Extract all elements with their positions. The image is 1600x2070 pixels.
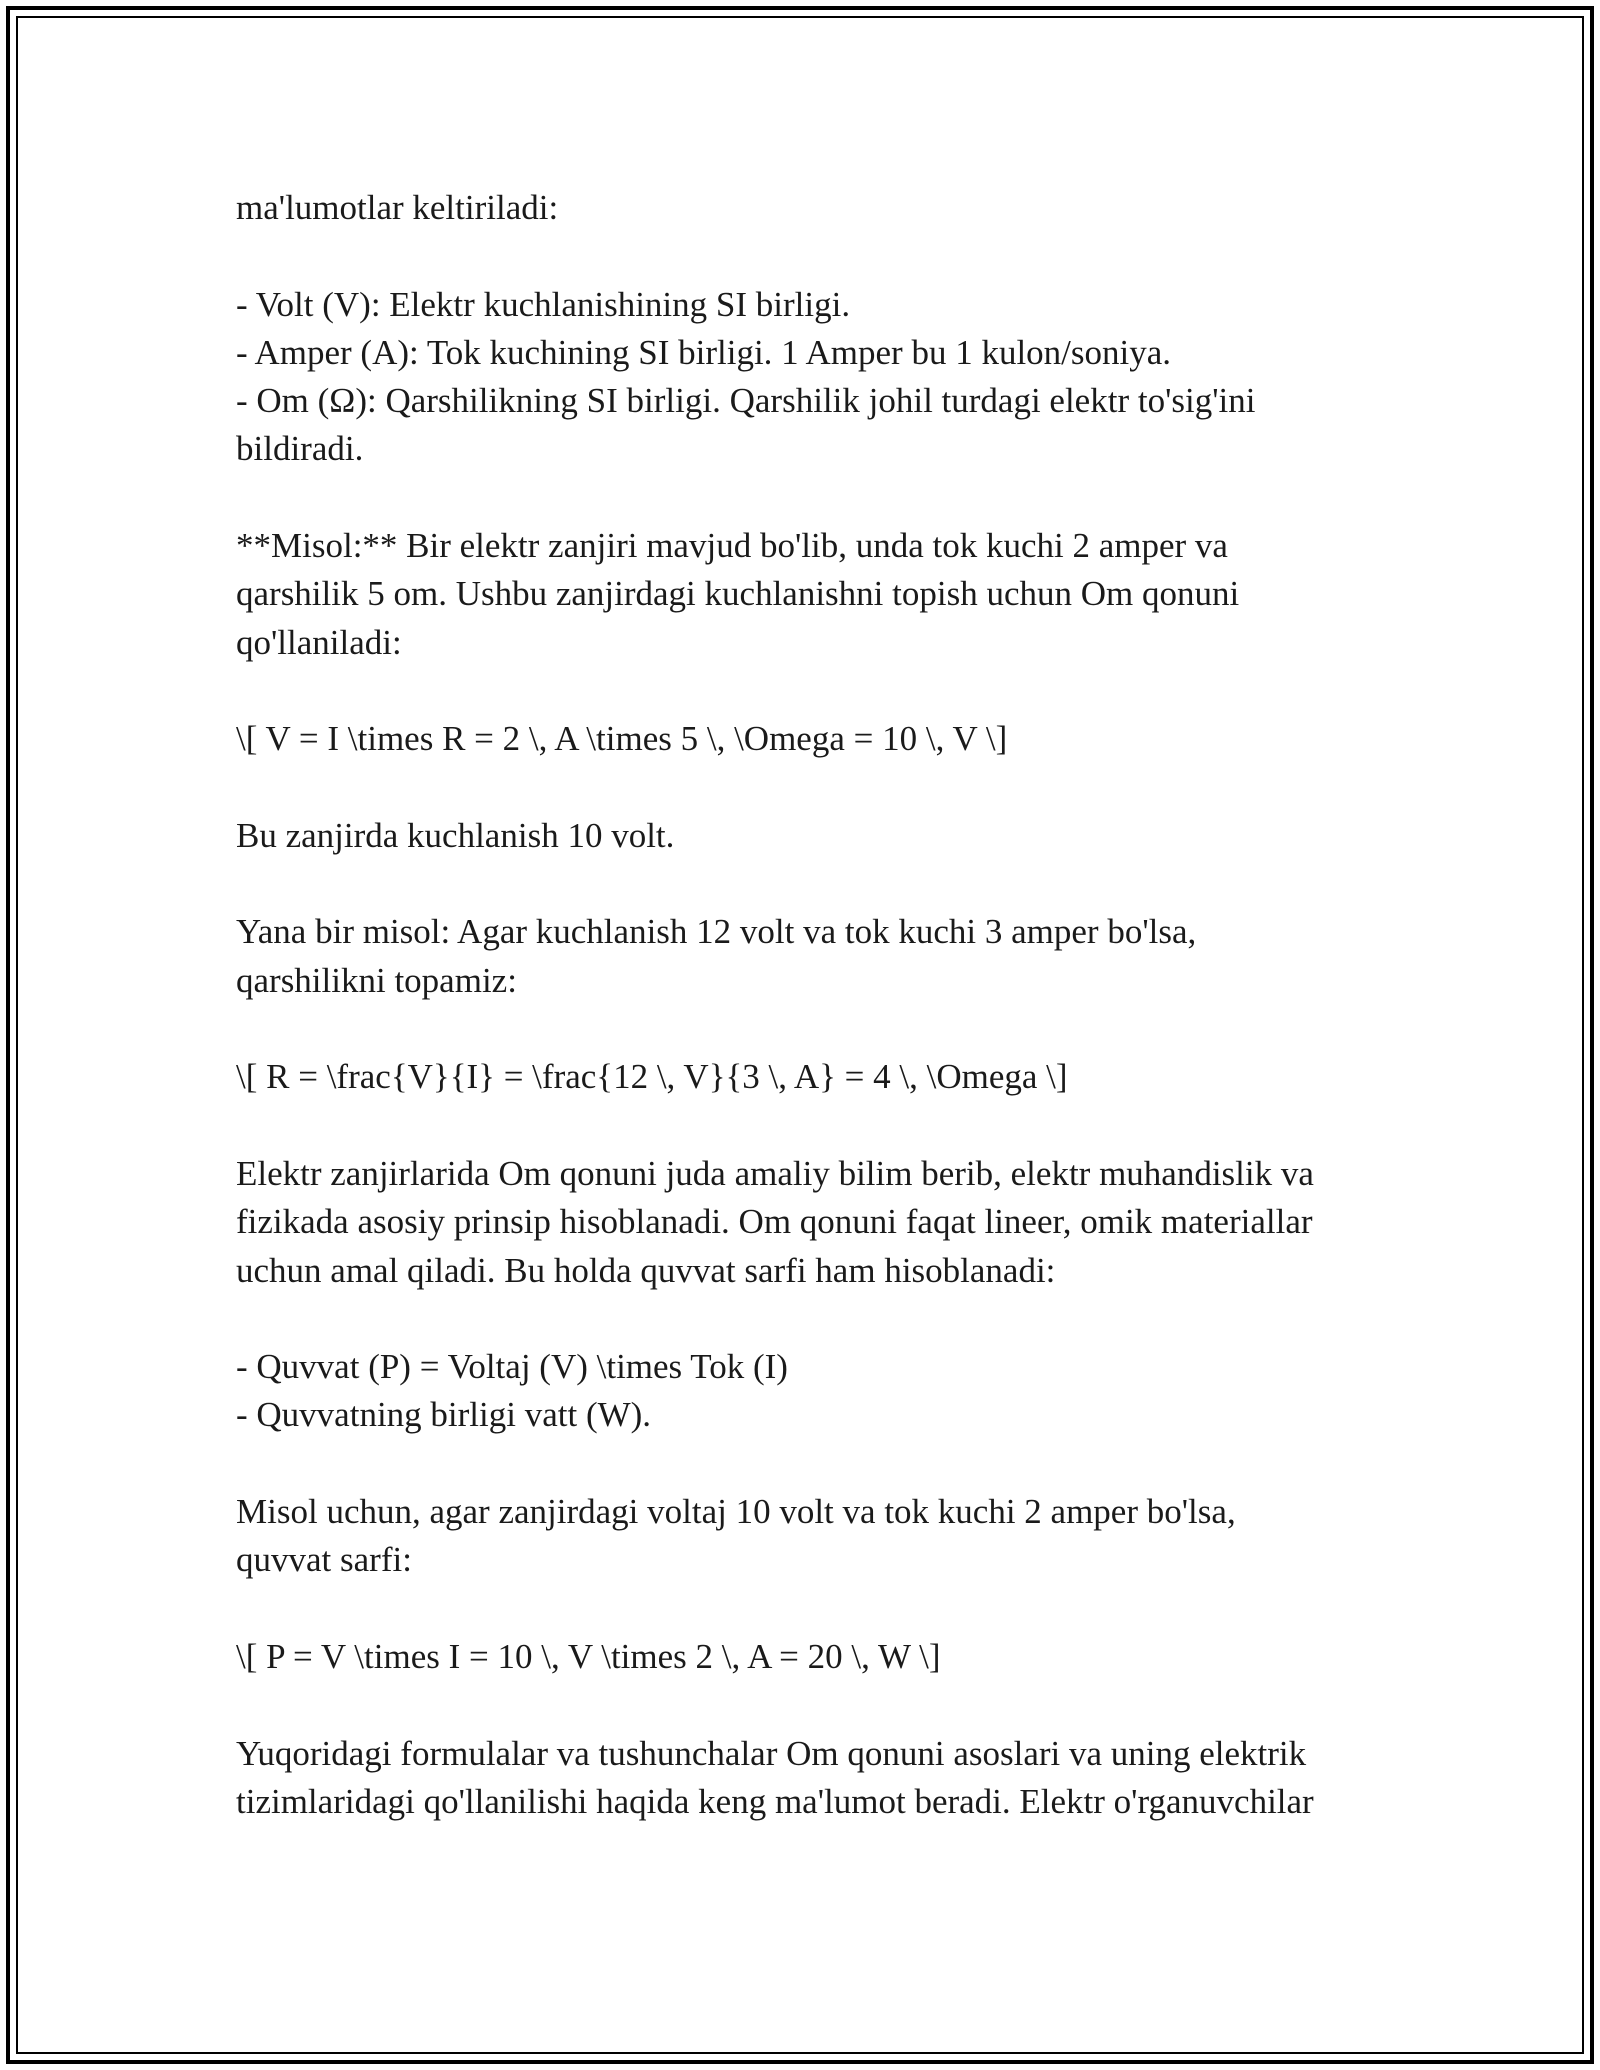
formula-voltage bbox=[236, 715, 1400, 763]
paragraph-example-1 bbox=[236, 522, 1400, 667]
paragraph-spacer bbox=[236, 232, 1400, 280]
text-line: **Misol:** Bir elektr zanjiri mavjud bo'lib, unda tok kuchi 2 amper va bbox=[236, 526, 1228, 566]
paragraph-example-2 bbox=[236, 908, 1400, 1005]
text-line: ma'lumotlar keltiriladi: bbox=[236, 188, 559, 227]
text-line: Yana bir misol: Agar kuchlanish 12 volt va tok kuchi 3 amper bo'lsa, bbox=[236, 912, 1197, 952]
paragraph-spacer bbox=[236, 1005, 1400, 1053]
list-item-volt: - Volt (V): Elektr kuchlanishining SI birligi. bbox=[236, 284, 851, 324]
formula-line: \[ P = V \times I = 10 \, V \times 2 \, A = 20 \, W \] bbox=[236, 1636, 941, 1676]
list-item-power: - Quvvat (P) = Voltaj (V) \times Tok (I) bbox=[236, 1347, 788, 1387]
list-item-power-unit: - Quvvatning birligi vatt (W). bbox=[236, 1395, 652, 1435]
text-line: quvvat sarfi: bbox=[236, 1540, 412, 1580]
text-line: tizimlaridagi qo'llanilishi haqida keng ma'lumot beradi. Elektr o'rganuvchilar bbox=[236, 1781, 1314, 1821]
unit-list bbox=[236, 281, 1400, 474]
paragraph-spacer bbox=[236, 860, 1400, 908]
paragraph-spacer bbox=[236, 1585, 1400, 1633]
paragraph-ohm-law bbox=[236, 1150, 1400, 1295]
list-item-om-continued: bildiradi. bbox=[236, 429, 364, 469]
power-list bbox=[236, 1343, 1400, 1440]
paragraph-spacer bbox=[236, 667, 1400, 715]
text-line: fizikada asosiy prinsip hisoblanadi. Om qonuni faqat lineer, omik materiallar bbox=[236, 1202, 1313, 1242]
text-line: Bu zanjirda kuchlanish 10 volt. bbox=[236, 815, 675, 855]
text-line: Elektr zanjirlarida Om qonuni juda amaliy bilim berib, elektr muhandislik va bbox=[236, 1153, 1314, 1193]
paragraph-conclusion bbox=[236, 1730, 1400, 1827]
document-body bbox=[236, 184, 1400, 1826]
formula-resistance bbox=[236, 1053, 1400, 1101]
text-line: Misol uchun, agar zanjirdagi voltaj 10 volt va tok kuchi 2 amper bo'lsa, bbox=[236, 1492, 1236, 1532]
formula-power bbox=[236, 1633, 1400, 1681]
formula-line: \[ V = I \times R = 2 \, A \times 5 \, \Omega = 10 \, V \] bbox=[236, 719, 1008, 759]
text-line: uchun amal qiladi. Bu holda quvvat sarfi ham hisoblanadi: bbox=[236, 1250, 1056, 1290]
list-item-amper: - Amper (A): Tok kuchining SI birligi. 1 Amper bu 1 kulon/soniya. bbox=[236, 332, 1172, 372]
paragraph-spacer bbox=[236, 1681, 1400, 1729]
text-line: qarshilik 5 om. Ushbu zanjirdagi kuchlanishni topish uchun Om qonuni bbox=[236, 574, 1240, 614]
paragraph-intro bbox=[236, 184, 1400, 232]
paragraph-spacer bbox=[236, 474, 1400, 522]
paragraph-result-1 bbox=[236, 812, 1400, 860]
text-line: qarshilikni topamiz: bbox=[236, 960, 517, 1000]
paragraph-example-3 bbox=[236, 1488, 1400, 1585]
paragraph-spacer bbox=[236, 1102, 1400, 1150]
paragraph-spacer bbox=[236, 1440, 1400, 1488]
paragraph-spacer bbox=[236, 1295, 1400, 1343]
text-line: Yuqoridagi formulalar va tushunchalar Om qonuni asoslari va uning elektrik bbox=[236, 1733, 1307, 1773]
list-item-om: - Om (Ω): Qarshilikning SI birligi. Qarshilik johil turdagi elektr to'sig'ini bbox=[236, 381, 1256, 421]
paragraph-spacer bbox=[236, 764, 1400, 812]
formula-line: \[ R = \frac{V}{I} = \frac{12 \, V}{3 \, A} = 4 \, \Omega \] bbox=[236, 1057, 1068, 1097]
text-line: qo'llaniladi: bbox=[236, 622, 402, 662]
